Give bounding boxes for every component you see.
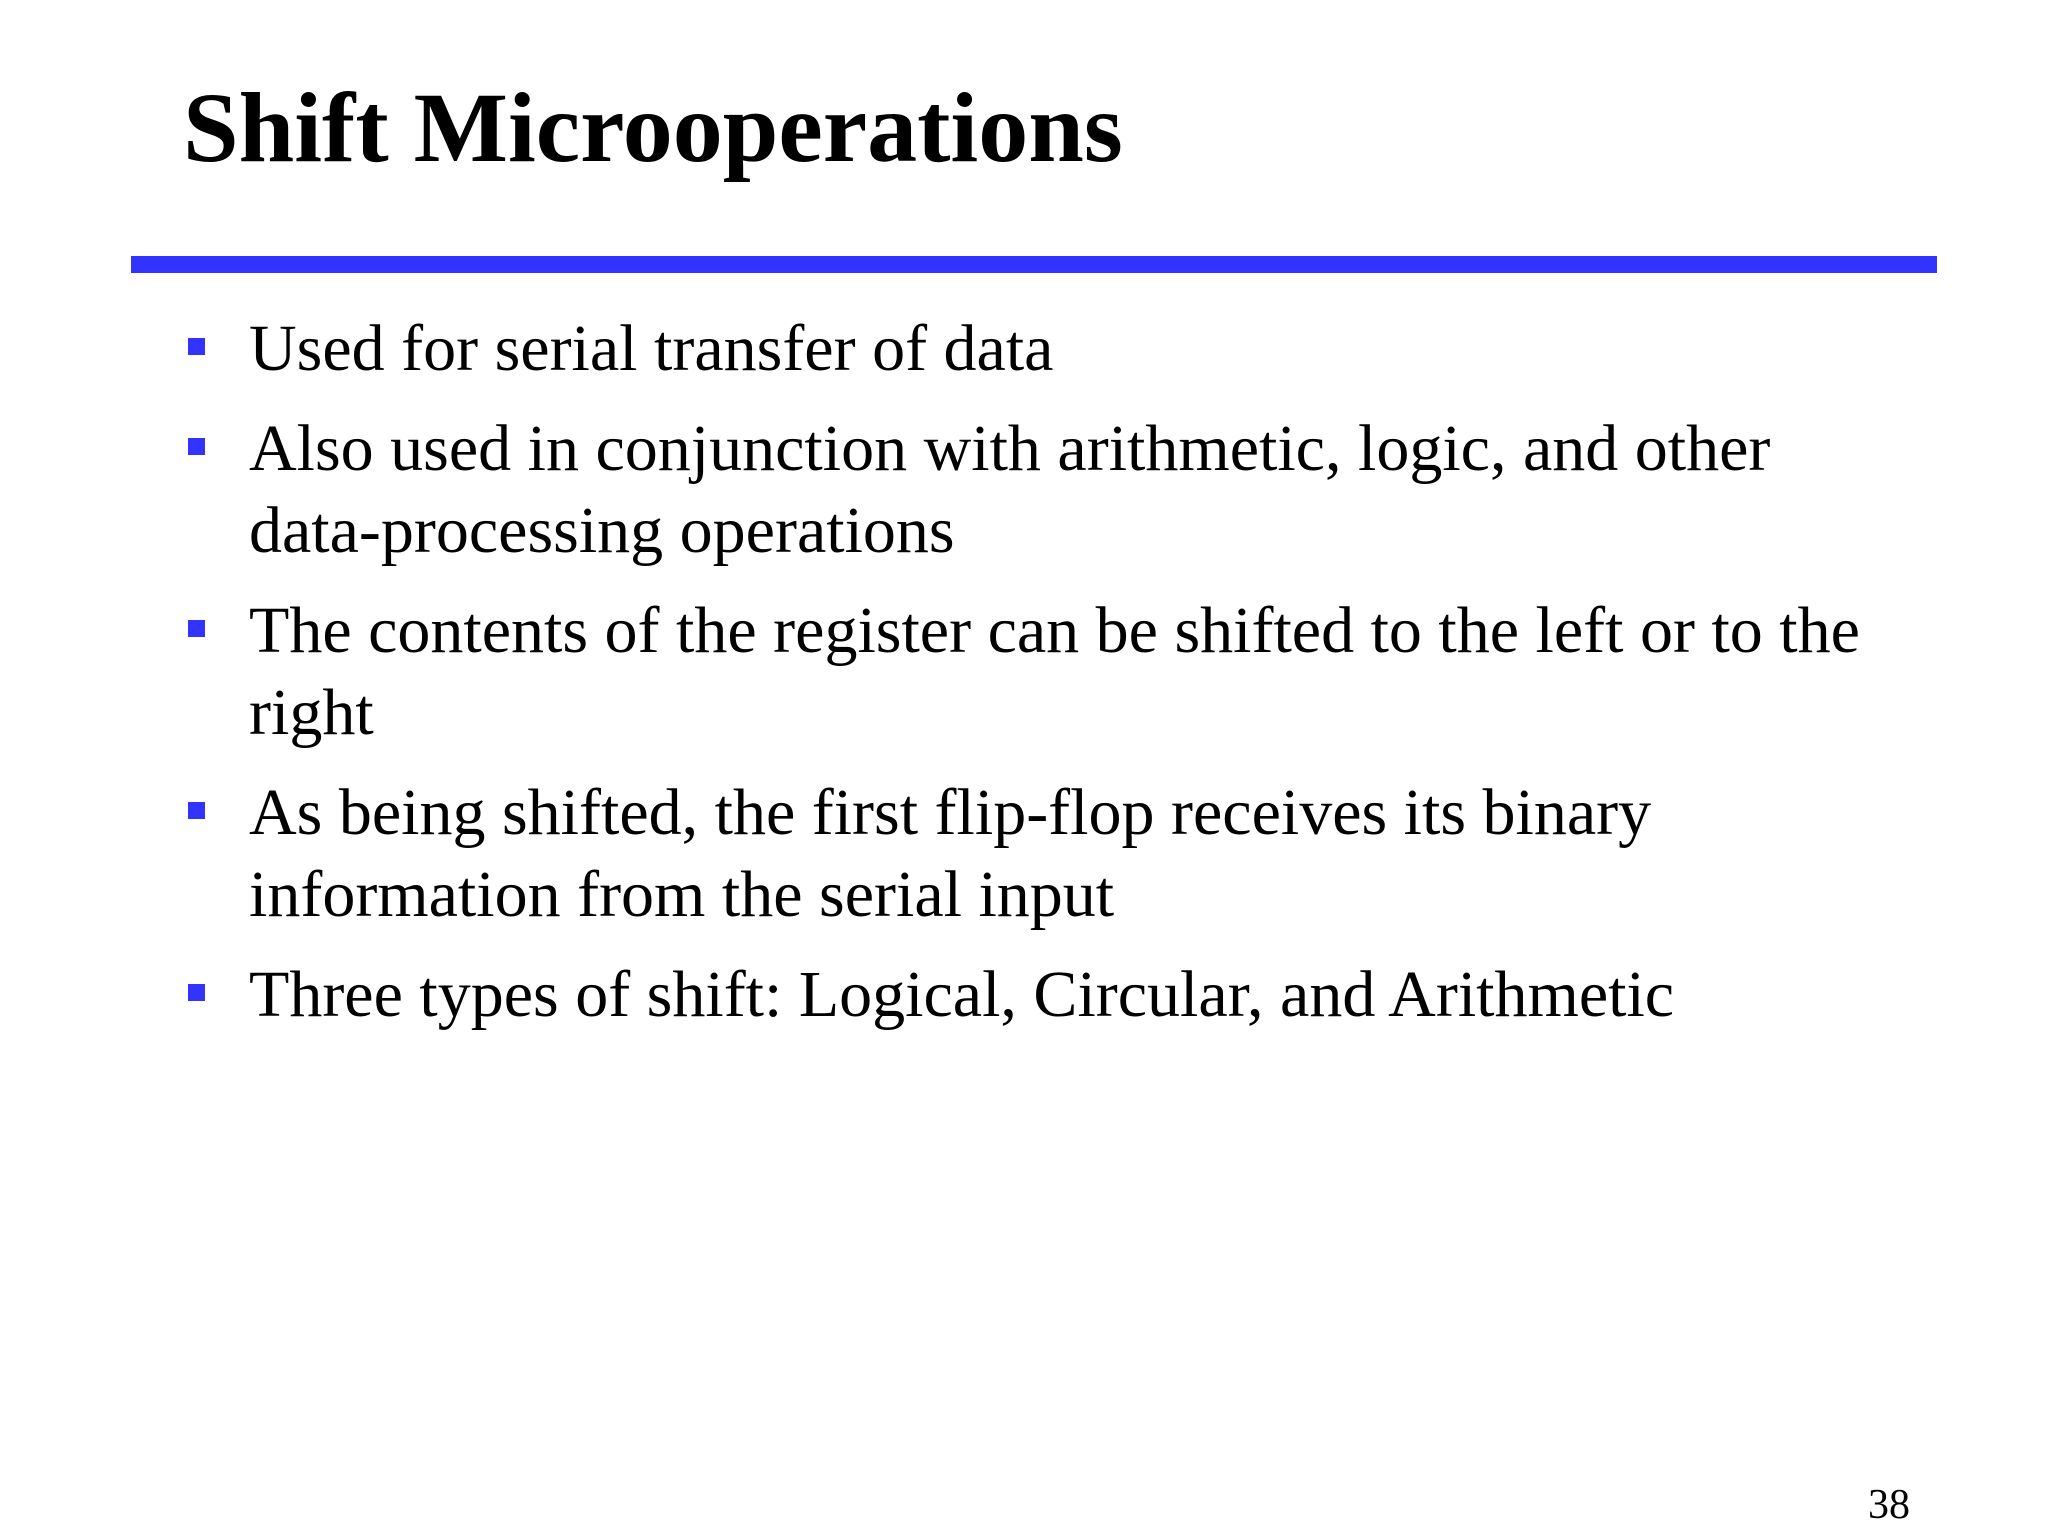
bullet-list [186, 308, 1866, 1054]
square-bullet-icon [188, 620, 205, 637]
slide-title: Shift Microoperations [183, 72, 1123, 183]
bullet-text: Three types of shift: Logical, Circular, and Arithmetic [249, 958, 1675, 1031]
bullet-item [186, 408, 1866, 572]
page-number: 38 [1868, 1482, 1910, 1528]
bullet-item [186, 772, 1866, 936]
title-divider [131, 256, 1937, 273]
bullet-text: The contents of the register can be shifted to the left or to the right [249, 594, 1860, 749]
bullet-item [186, 954, 1866, 1036]
square-bullet-icon [188, 338, 205, 355]
square-bullet-icon [188, 984, 205, 1001]
square-bullet-icon [188, 802, 205, 819]
bullet-item [186, 308, 1866, 390]
bullet-item [186, 590, 1866, 754]
bullet-text: Also used in conjunction with arithmetic, logic, and other data-processing operations [249, 412, 1771, 567]
square-bullet-icon [188, 438, 205, 455]
bullet-text: Used for serial transfer of data [249, 312, 1054, 385]
bullet-text: As being shifted, the first flip-flop receives its binary information from the serial input [249, 776, 1652, 931]
